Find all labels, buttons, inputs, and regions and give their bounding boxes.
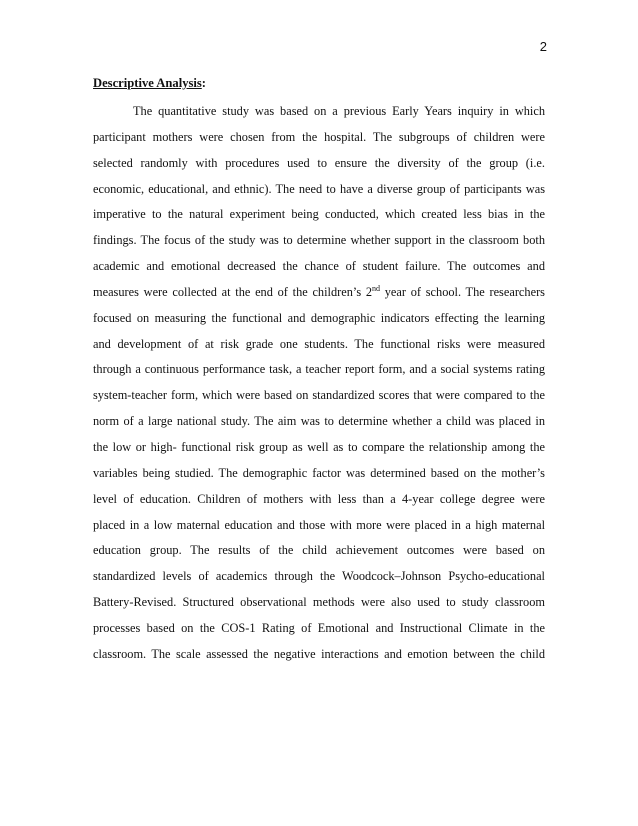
paragraph-line-end: year of school. The researchers	[380, 284, 545, 299]
paragraph-line	[93, 280, 545, 306]
ordinal-superscript: nd	[372, 283, 381, 293]
paragraph-line: system-teacher form, which were based on standardized scores that were compared to the	[93, 388, 545, 403]
paragraph-line: The quantitative study was based on a previous Early Years inquiry in which	[133, 104, 545, 118]
paragraph-line: selected randomly with procedures used to ensure the diversity of the group (i.e.	[93, 155, 545, 170]
paragraph-line: variables being studied. The demographic factor was determined based on the mother’s	[93, 465, 545, 480]
paragraph-line: the low or high- functional risk group as well as to compare the relationship among the	[93, 439, 545, 454]
paragraph-line: placed in a low maternal education and those with more were placed in a high maternal	[93, 517, 545, 532]
body-paragraph	[93, 99, 545, 668]
paragraph-line: norm of a large national study. The aim was to determine whether a child was placed in	[93, 414, 545, 429]
paragraph-line-start: measures were collected at the end of the children’s 2	[93, 284, 373, 299]
paragraph-line: processes based on the COS-1 Rating of Emotional and Instructional Climate in the	[93, 620, 545, 635]
paragraph-line: focused on measuring the functional and demographic indicators effecting the learning	[93, 310, 545, 325]
paragraph-line: academic and emotional decreased the chance of student failure. The outcomes and	[93, 259, 545, 274]
paragraph-line: standardized levels of academics through the Woodcock–Johnson Psycho-educational	[93, 569, 545, 584]
paragraph-line: imperative to the natural experiment being conducted, which created less bias in the	[93, 207, 545, 222]
section-heading-colon: :	[201, 76, 206, 90]
paragraph-line: findings. The focus of the study was to determine whether support in the classroom both	[93, 233, 545, 248]
paragraph-line: and development of at risk grade one students. The functional risks were measured	[93, 336, 545, 351]
paragraph-line: Battery-Revised. Structured observational methods were also used to study classroom	[93, 595, 545, 610]
paragraph-line: participant mothers were chosen from the hospital. The subgroups of children were	[93, 129, 545, 144]
section-heading-text: Descriptive Analysis	[93, 76, 202, 90]
paragraph-line: education group. The results of the child achievement outcomes were based on	[93, 543, 545, 558]
paragraph-line: through a continuous performance task, a teacher report form, and a social systems rating	[93, 362, 545, 377]
paragraph-line: economic, educational, and ethnic). The need to have a diverse group of participants was	[93, 181, 545, 196]
section-heading	[93, 76, 206, 91]
page-number: 2	[539, 39, 547, 54]
paragraph-line: level of education. Children of mothers with less than a 4-year college degree were	[93, 491, 545, 506]
paragraph-line: classroom. The scale assessed the negative interactions and emotion between the child	[93, 646, 545, 661]
